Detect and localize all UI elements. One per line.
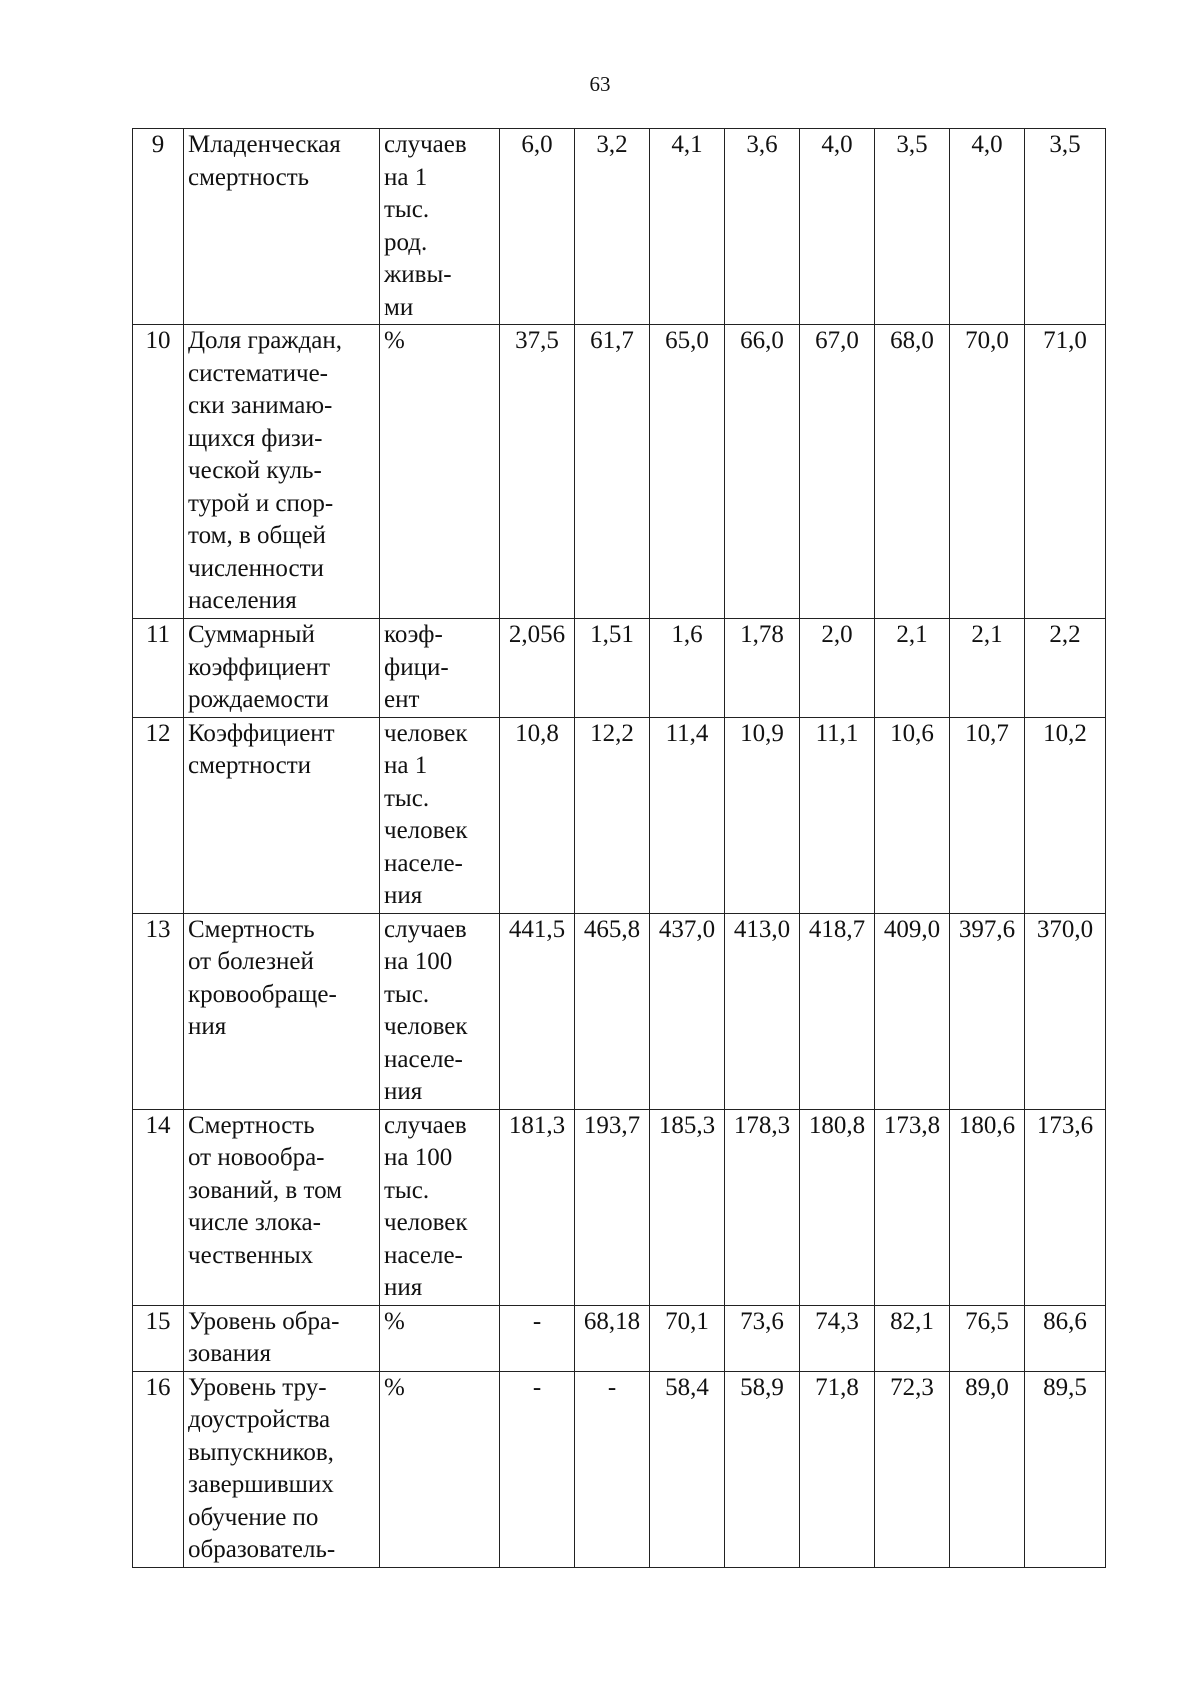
value-cell: -: [575, 1371, 650, 1567]
value-cell: 413,0: [725, 913, 800, 1109]
value-cell: 4,1: [650, 129, 725, 325]
unit-cell: %: [380, 1371, 500, 1567]
value-cell: 465,8: [575, 913, 650, 1109]
value-cell: 10,2: [1025, 717, 1106, 913]
value-cell: -: [500, 1305, 575, 1371]
row-number: 13: [133, 913, 184, 1109]
value-cell: 89,5: [1025, 1371, 1106, 1567]
row-number: 16: [133, 1371, 184, 1567]
row-number: 14: [133, 1109, 184, 1305]
value-cell: 12,2: [575, 717, 650, 913]
value-cell: 2,0: [800, 619, 875, 718]
value-cell: 437,0: [650, 913, 725, 1109]
value-cell: 185,3: [650, 1109, 725, 1305]
unit-cell: случаев на 100 тыс. человек населе- ния: [380, 1109, 500, 1305]
value-cell: 68,18: [575, 1305, 650, 1371]
value-cell: 1,78: [725, 619, 800, 718]
indicator-name: Суммарный коэффициент рождаемости: [184, 619, 380, 718]
value-cell: 66,0: [725, 325, 800, 619]
value-cell: 370,0: [1025, 913, 1106, 1109]
value-cell: 2,1: [950, 619, 1025, 718]
value-cell: 397,6: [950, 913, 1025, 1109]
table-row: [133, 913, 1106, 1109]
indicator-name: Уровень обра- зования: [184, 1305, 380, 1371]
value-cell: 2,1: [875, 619, 950, 718]
value-cell: 82,1: [875, 1305, 950, 1371]
value-cell: 71,0: [1025, 325, 1106, 619]
indicator-name: Смертность от новообра- зований, в том числе злока- чественных: [184, 1109, 380, 1305]
table-row: [133, 325, 1106, 619]
value-cell: 11,1: [800, 717, 875, 913]
indicators-table: [132, 128, 1106, 1568]
value-cell: 1,51: [575, 619, 650, 718]
value-cell: 72,3: [875, 1371, 950, 1567]
value-cell: 86,6: [1025, 1305, 1106, 1371]
table-row: [133, 717, 1106, 913]
table-row: [133, 129, 1106, 325]
value-cell: 10,8: [500, 717, 575, 913]
row-number: 12: [133, 717, 184, 913]
value-cell: 68,0: [875, 325, 950, 619]
indicator-name: Уровень тру- доустройства выпускников, завершивших обучение по образователь-: [184, 1371, 380, 1567]
value-cell: 418,7: [800, 913, 875, 1109]
value-cell: 3,5: [1025, 129, 1106, 325]
value-cell: 173,8: [875, 1109, 950, 1305]
value-cell: 441,5: [500, 913, 575, 1109]
value-cell: 180,6: [950, 1109, 1025, 1305]
value-cell: 70,0: [950, 325, 1025, 619]
value-cell: 409,0: [875, 913, 950, 1109]
page-number: 63: [589, 72, 611, 96]
value-cell: 180,8: [800, 1109, 875, 1305]
value-cell: 193,7: [575, 1109, 650, 1305]
value-cell: 58,4: [650, 1371, 725, 1567]
table-row: [133, 619, 1106, 718]
value-cell: 2,056: [500, 619, 575, 718]
value-cell: 65,0: [650, 325, 725, 619]
value-cell: 37,5: [500, 325, 575, 619]
value-cell: 4,0: [950, 129, 1025, 325]
value-cell: 10,6: [875, 717, 950, 913]
value-cell: 70,1: [650, 1305, 725, 1371]
row-number: 15: [133, 1305, 184, 1371]
row-number: 11: [133, 619, 184, 718]
indicator-name: Доля граждан, систематиче- ски занимаю- щихся физи- ческой куль- турой и спор- том, в общей численности населения: [184, 325, 380, 619]
unit-cell: %: [380, 1305, 500, 1371]
value-cell: 178,3: [725, 1109, 800, 1305]
value-cell: 173,6: [1025, 1109, 1106, 1305]
table-row: [133, 1109, 1106, 1305]
value-cell: 181,3: [500, 1109, 575, 1305]
indicator-name: Смертность от болезней кровообраще- ния: [184, 913, 380, 1109]
indicator-name: Младенческая смертность: [184, 129, 380, 325]
table-body: [133, 129, 1106, 1568]
value-cell: 71,8: [800, 1371, 875, 1567]
unit-cell: коэф- фици- ент: [380, 619, 500, 718]
unit-cell: человек на 1 тыс. человек населе- ния: [380, 717, 500, 913]
table-row: [133, 1305, 1106, 1371]
value-cell: 1,6: [650, 619, 725, 718]
value-cell: 4,0: [800, 129, 875, 325]
value-cell: 61,7: [575, 325, 650, 619]
table-row: [133, 1371, 1106, 1567]
row-number: 10: [133, 325, 184, 619]
value-cell: 73,6: [725, 1305, 800, 1371]
unit-cell: случаев на 100 тыс. человек населе- ния: [380, 913, 500, 1109]
value-cell: 3,6: [725, 129, 800, 325]
value-cell: 6,0: [500, 129, 575, 325]
value-cell: 11,4: [650, 717, 725, 913]
value-cell: 2,2: [1025, 619, 1106, 718]
value-cell: 10,9: [725, 717, 800, 913]
value-cell: 10,7: [950, 717, 1025, 913]
unit-cell: %: [380, 325, 500, 619]
value-cell: 74,3: [800, 1305, 875, 1371]
unit-cell: случаев на 1 тыс. род. живы- ми: [380, 129, 500, 325]
value-cell: 89,0: [950, 1371, 1025, 1567]
row-number: 9: [133, 129, 184, 325]
value-cell: 3,5: [875, 129, 950, 325]
value-cell: 67,0: [800, 325, 875, 619]
value-cell: 76,5: [950, 1305, 1025, 1371]
value-cell: 3,2: [575, 129, 650, 325]
value-cell: 58,9: [725, 1371, 800, 1567]
value-cell: -: [500, 1371, 575, 1567]
indicator-name: Коэффициент смертности: [184, 717, 380, 913]
